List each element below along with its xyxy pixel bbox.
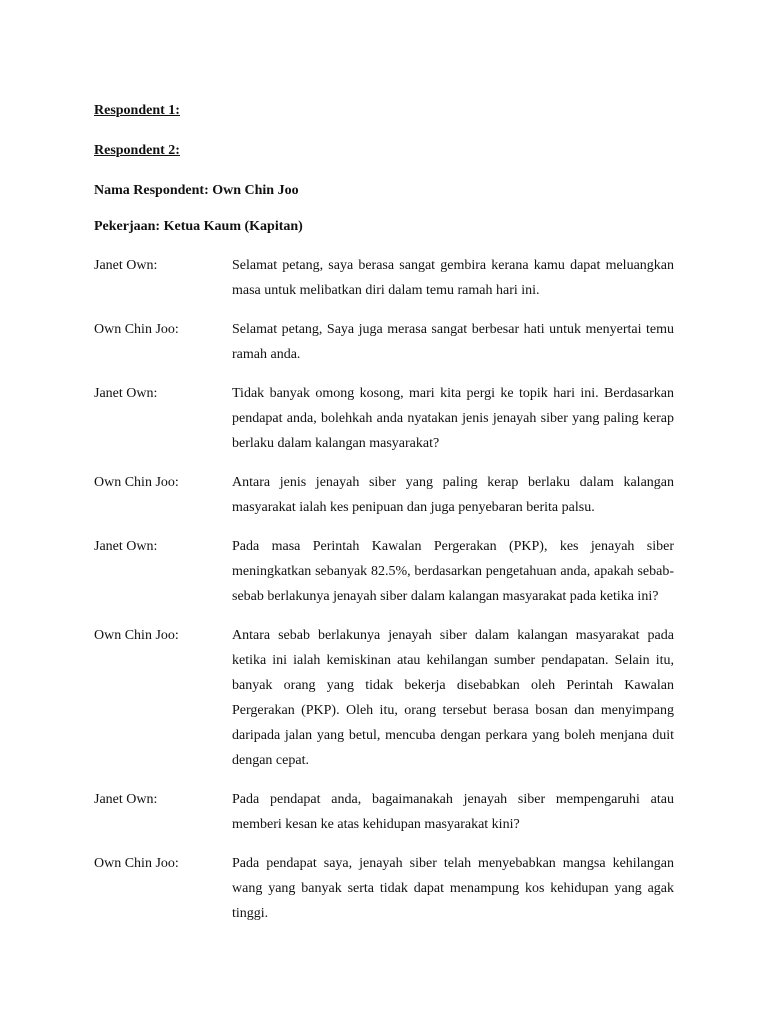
respondent-name: Nama Respondent: Own Chin Joo [94,183,299,198]
speaker-label: Janet Own: [94,792,158,807]
speaker-label: Janet Own: [94,258,158,273]
respondent-occupation: Pekerjaan: Ketua Kaum (Kapitan) [94,219,303,234]
utterance-text: Selamat petang, saya berasa sangat gembira kerana kamu dapat meluangkan masa untuk melibatkan diri dalam temu ramah hari ini. [232,258,674,298]
speaker-label: Own Chin Joo: [94,856,179,871]
dialogue-turn [94,623,674,773]
dialogue-turn [94,253,674,303]
utterance-text: Pada masa Perintah Kawalan Pergerakan (PKP), kes jenayah siber meningkatkan sebanyak 82.5%, berdasarkan pengetahuan anda, apakah sebab-sebab berlakunya jenayah siber dalam kalangan masyarakat pada ketika ini? [232,539,674,604]
utterance-text: Tidak banyak omong kosong, mari kita pergi ke topik hari ini. Berdasarkan pendapat anda, bolehkah anda nyatakan jenis jenayah siber yang paling kerap berlaku dalam kalangan masyarakat? [232,386,674,451]
dialogue-turn [94,470,674,520]
dialogue-turn [94,534,674,609]
respondent-1-heading: Respondent 1: [94,103,180,118]
utterance-text: Antara sebab berlakunya jenayah siber dalam kalangan masyarakat pada ketika ini ialah kemiskinan atau kehilangan sumber pendapatan. Selain itu, banyak orang yang tidak bekerja disebabkan oleh Perintah Kawalan Pergerakan (PKP). Oleh itu, orang tersebut berasa bosan dan menyimpang daripada jalan yang betul, mencuba dengan perkara yang boleh menjana duit dengan cepat. [232,628,674,768]
utterance-text: Antara jenis jenayah siber yang paling kerap berlaku dalam kalangan masyarakat ialah kes penipuan dan juga penyebaran berita palsu. [232,475,674,515]
respondent-2-heading: Respondent 2: [94,143,180,158]
utterance-text: Selamat petang, Saya juga merasa sangat berbesar hati untuk menyertai temu ramah anda. [232,322,674,362]
interview-dialogue [94,253,674,926]
dialogue-turn [94,851,674,926]
dialogue-turn [94,787,674,837]
utterance-text: Pada pendapat saya, jenayah siber telah menyebabkan mangsa kehilangan wang yang banyak serta tidak dapat menampung kos kehidupan yang agak tinggi. [232,856,674,921]
speaker-label: Own Chin Joo: [94,475,179,490]
dialogue-turn [94,317,674,367]
speaker-label: Janet Own: [94,539,158,554]
speaker-label: Own Chin Joo: [94,322,179,337]
speaker-label: Own Chin Joo: [94,628,179,643]
document-body [94,101,674,940]
speaker-label: Janet Own: [94,386,158,401]
dialogue-turn [94,381,674,456]
utterance-text: Pada pendapat anda, bagaimanakah jenayah siber mempengaruhi atau memberi kesan ke atas kehidupan masyarakat kini? [232,792,674,832]
